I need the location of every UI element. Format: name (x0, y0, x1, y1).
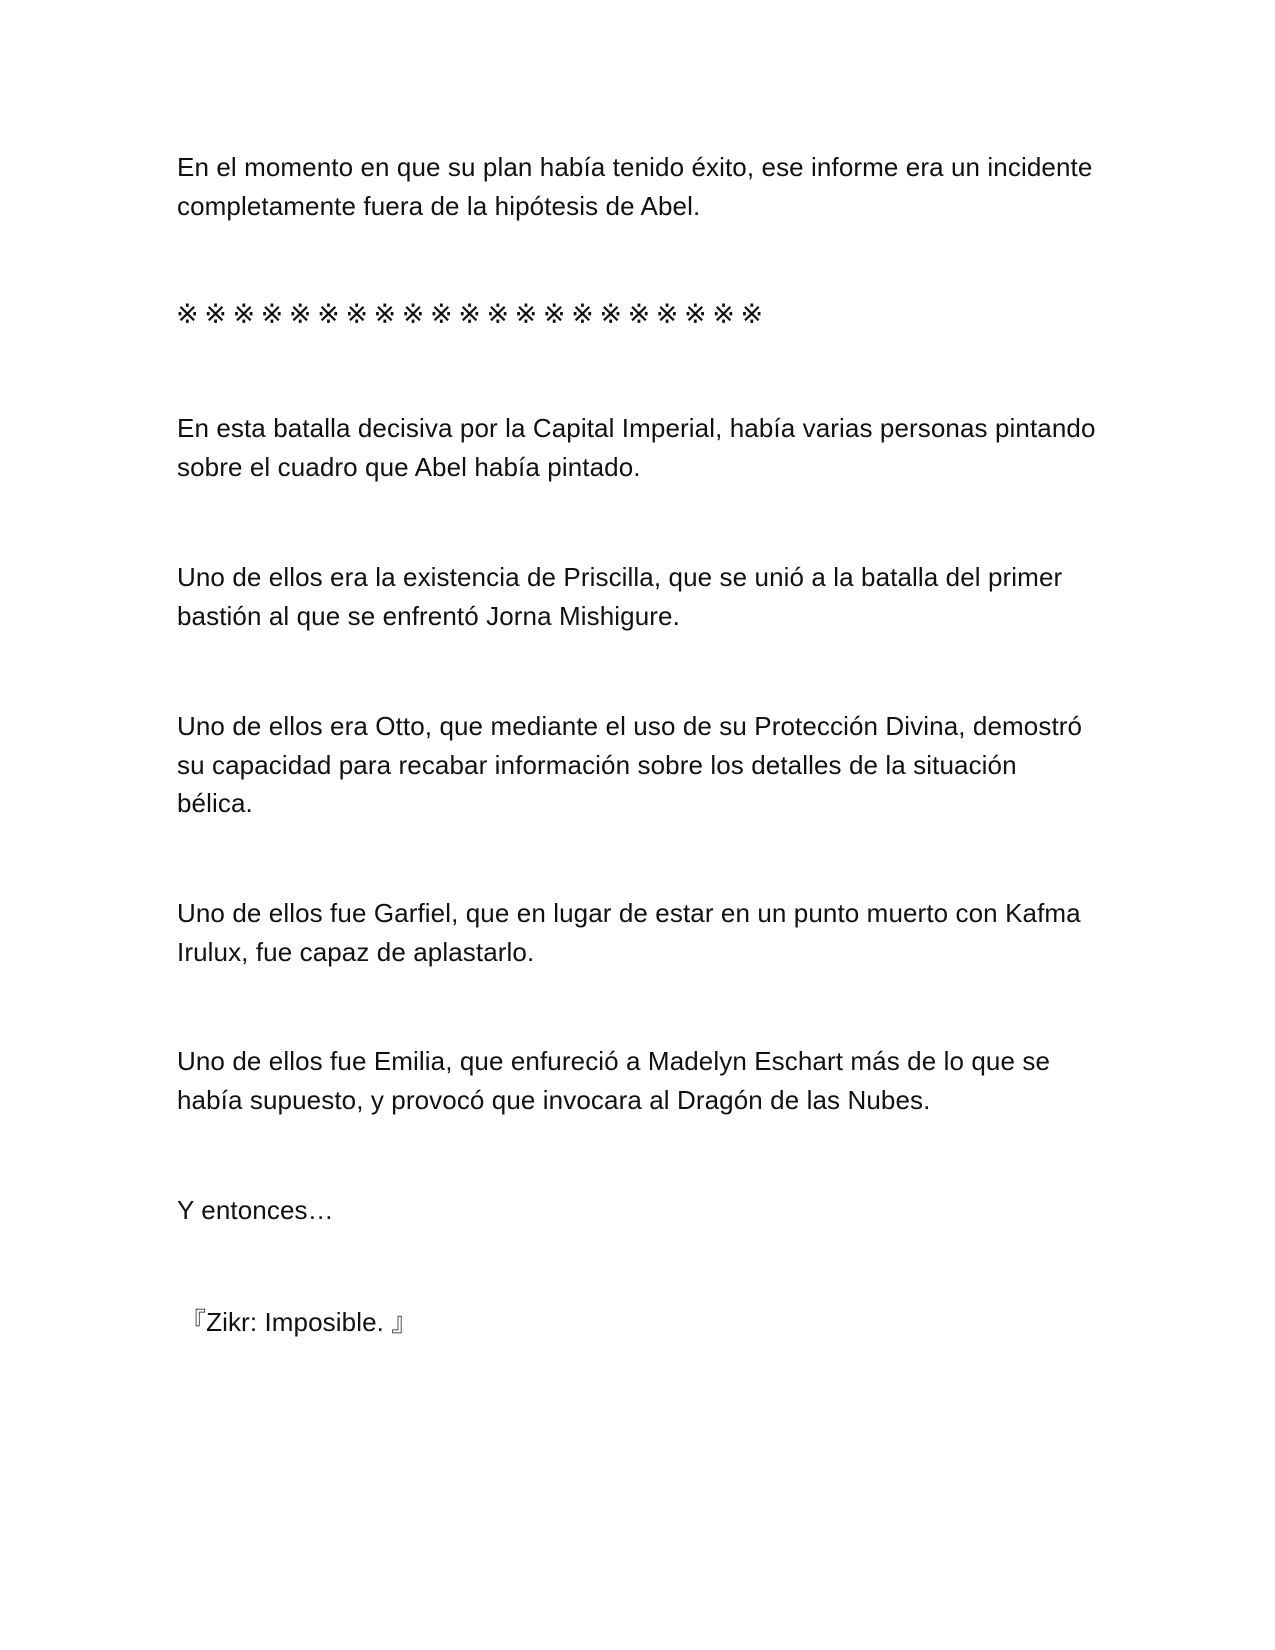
paragraph-6: Uno de ellos fue Emilia, que enfureció a Madelyn Eschart más de lo que se había supuesto, y provocó que invocara al Dragón de las Nubes. (177, 1046, 1051, 1115)
scene-separator: ※※※※※※※※※※※※※※※※※※※※※ (176, 299, 769, 330)
paragraph-4: Uno de ellos era Otto, que mediante el uso de su Protección Divina, demostró su capacidad para recabar información sobre los detalles de la situación bélica. (177, 711, 1083, 818)
dialogue-line: 『Zikr: Imposible. 』 (180, 1307, 418, 1337)
paragraph-5: Uno de ellos fue Garfiel, que en lugar de estar en un punto muerto con Kafma Irulux, fue capaz de aplastarlo. (177, 898, 1081, 967)
paragraph-1: En el momento en que su plan había tenido éxito, ese informe era un incidente completamente fuera de la hipótesis de Abel. (177, 152, 1093, 221)
paragraph-2: En esta batalla decisiva por la Capital Imperial, había varias personas pintando sobre el cuadro que Abel había pintado. (177, 413, 1096, 482)
paragraph-7: Y entonces… (177, 1195, 334, 1225)
paragraph-3: Uno de ellos era la existencia de Priscilla, que se unió a la batalla del primer bastión al que se enfrentó Jorna Mishigure. (177, 562, 1063, 631)
